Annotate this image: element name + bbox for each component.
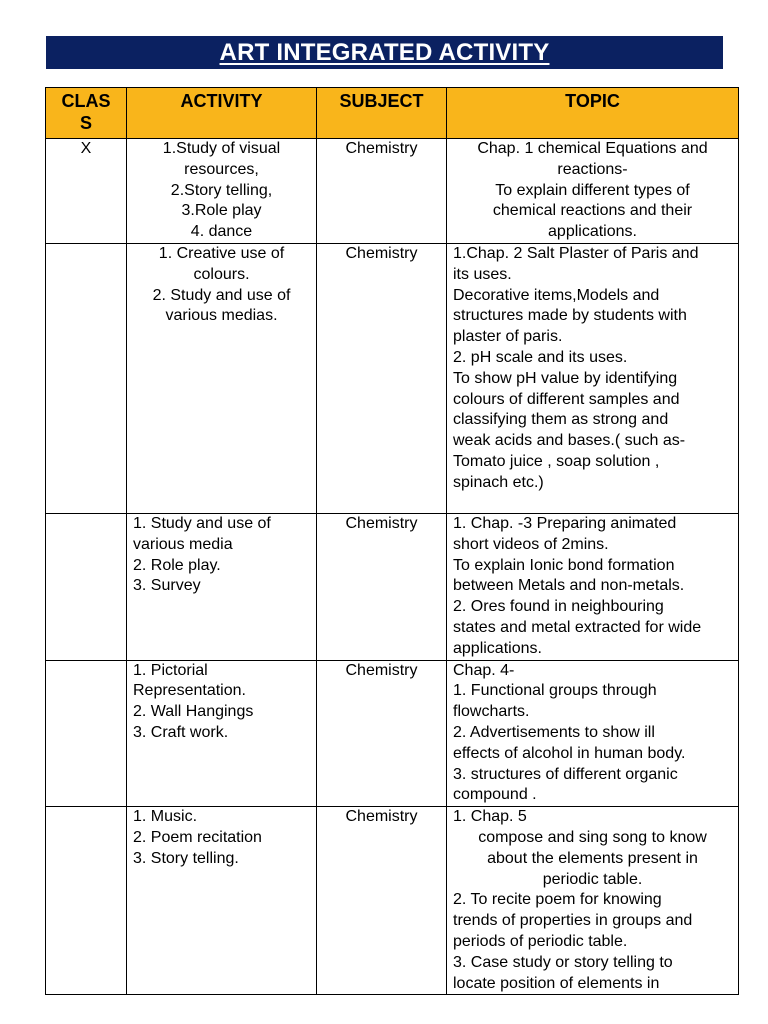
table-row	[46, 514, 739, 661]
table-row	[46, 807, 739, 995]
subject-cell: Chemistry	[317, 807, 447, 995]
topic-line: 1. Chap. 5	[453, 808, 527, 826]
header-topic: TOPIC	[447, 88, 739, 139]
subject-cell: Chemistry	[317, 660, 447, 807]
activity-cell: 1. Study and use of various media 2. Role play. 3. Survey	[127, 514, 317, 661]
activity-cell: 1. Music. 2. Poem recitation 3. Story telling.	[127, 807, 317, 995]
table-row	[46, 139, 739, 244]
topic-rest-text: 2. To recite poem for knowing trends of properties in groups and periods of periodic table. 3. Case study or story telling to locate position of elements in	[453, 891, 693, 992]
topic-cell: 1. Chap. -3 Preparing animated short videos of 2mins. To explain Ionic bond formation between Metals and non-metals. 2. Ores found in neighbouring states and metal extracted for wide applications.	[447, 514, 739, 661]
topic-cell	[447, 807, 739, 995]
subject-cell: Chemistry	[317, 244, 447, 514]
activity-table	[45, 87, 739, 995]
topic-cell: Chap. 1 chemical Equations and reactions- To explain different types of chemical reactions and their applications.	[447, 139, 739, 244]
title-banner	[46, 36, 723, 69]
subject-cell: Chemistry	[317, 139, 447, 244]
class-cell	[46, 807, 127, 995]
topic-cell: Chap. 4- 1. Functional groups through flowcharts. 2. Advertisements to show ill effects of alcohol in human body. 3. structures of different organic compound .	[447, 660, 739, 807]
page-title: ART INTEGRATED ACTIVITY	[219, 38, 550, 66]
subject-cell: Chemistry	[317, 514, 447, 661]
topic-centered-text: compose and sing song to know about the elements present in periodic table.	[478, 828, 707, 888]
activity-cell: 1.Study of visual resources, 2.Story telling, 3.Role play 4. dance	[127, 139, 317, 244]
class-cell	[46, 660, 127, 807]
class-cell: X	[46, 139, 127, 244]
header-class: CLAS S	[46, 88, 127, 139]
class-cell	[46, 514, 127, 661]
table-row	[46, 660, 739, 807]
header-activity: ACTIVITY	[127, 88, 317, 139]
topic-cell: 1.Chap. 2 Salt Plaster of Paris and its uses. Decorative items,Models and structures made by students with plaster of paris. 2. pH scale and its uses. To show pH value by identifying colours of different samples and classifying them as strong and weak acids and bases.( such as- Tomato juice , soap solution , spinach etc.)	[447, 244, 739, 514]
table-row	[46, 244, 739, 514]
class-cell	[46, 244, 127, 514]
activity-cell: 1. Pictorial Representation. 2. Wall Hangings 3. Craft work.	[127, 660, 317, 807]
header-subject: SUBJECT	[317, 88, 447, 139]
table-header-row	[46, 88, 739, 139]
activity-cell: 1. Creative use of colours. 2. Study and use of various medias.	[127, 244, 317, 514]
